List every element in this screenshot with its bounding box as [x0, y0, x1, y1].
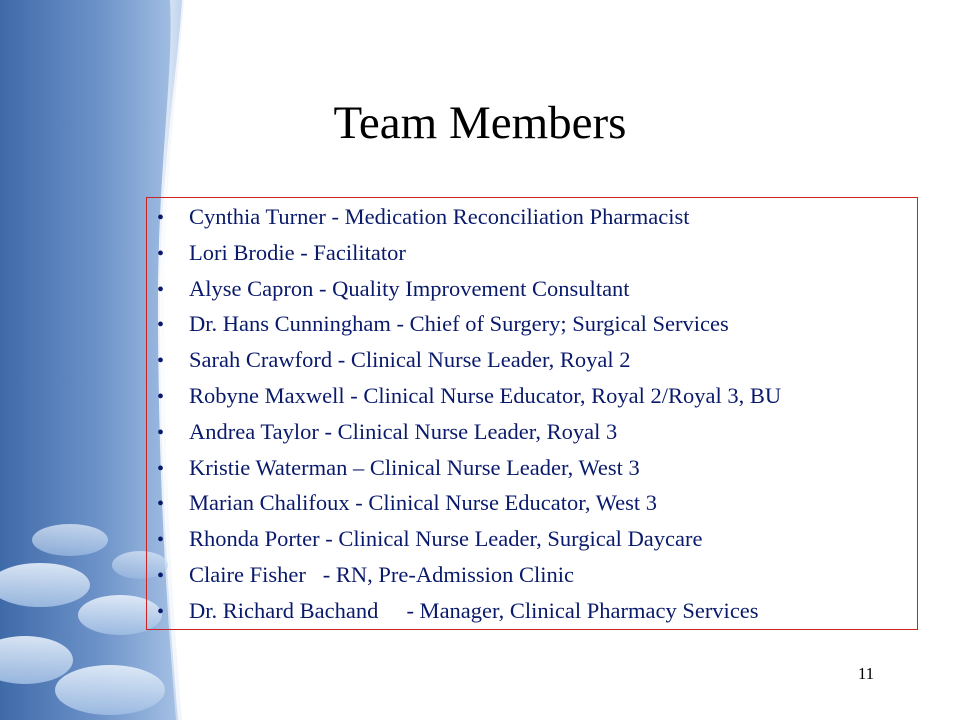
list-item-text: Sarah Crawford - Clinical Nurse Leader, Royal 2 [189, 347, 631, 373]
bullet-icon: • [157, 278, 165, 301]
bullet-icon: • [157, 421, 165, 444]
bullet-icon: • [157, 314, 165, 337]
list-item [157, 383, 909, 419]
bullet-list-box [146, 197, 918, 630]
bullet-icon: • [157, 600, 165, 623]
list-item [157, 240, 909, 276]
bullet-icon: • [157, 207, 165, 229]
page-number: 11 [857, 664, 875, 683]
list-item [157, 311, 909, 347]
list-item-text: Lori Brodie - Facilitator [189, 239, 406, 265]
bullet-icon: • [157, 242, 165, 265]
bullet-icon: • [157, 457, 165, 480]
list-item-text: Andrea Taylor - Clinical Nurse Leader, Royal 3 [189, 418, 618, 444]
list-item-text: Rhonda Porter - Clinical Nurse Leader, Surgical Daycare [189, 526, 703, 552]
bullet-icon: • [157, 350, 165, 373]
list-item-text: Alyse Capron - Quality Improvement Consultant [189, 275, 630, 301]
bullet-icon: • [157, 493, 165, 516]
team-member-list [157, 204, 909, 634]
list-item [157, 598, 909, 634]
list-item-text: Dr. Richard Bachand - Manager, Clinical Pharmacy Services [189, 597, 759, 623]
list-item-text: Marian Chalifoux - Clinical Nurse Educator, West 3 [189, 490, 658, 516]
bullet-icon: • [157, 385, 165, 408]
list-item [157, 490, 909, 526]
list-item-text: Claire Fisher - RN, Pre-Admission Clinic [189, 561, 574, 587]
list-item-text: Cynthia Turner - Medication Reconciliation Pharmacist [189, 204, 690, 229]
bullet-icon: • [157, 529, 165, 552]
list-item [157, 526, 909, 562]
list-item [157, 276, 909, 312]
bullet-icon: • [157, 564, 165, 587]
list-item [157, 204, 909, 240]
list-item [157, 347, 909, 383]
list-item-text: Kristie Waterman – Clinical Nurse Leader, West 3 [189, 454, 640, 480]
list-item [157, 419, 909, 455]
slide-title: Team Members [333, 97, 627, 149]
list-item-text: Dr. Hans Cunningham - Chief of Surgery; Surgical Services [189, 311, 729, 337]
list-item-text: Robyne Maxwell - Clinical Nurse Educator, Royal 2/Royal 3, BU [189, 382, 782, 408]
list-item [157, 455, 909, 491]
list-item [157, 562, 909, 598]
